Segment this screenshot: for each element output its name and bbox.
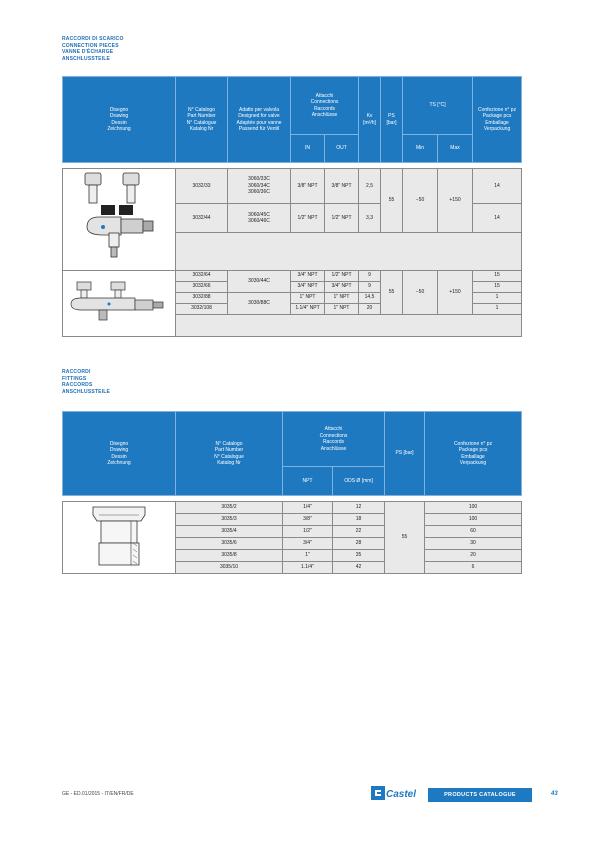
col-ts: TS [°C] (403, 77, 473, 135)
out-cell: 3/4" NPT (325, 281, 359, 292)
ts-min-cell: −50 (403, 270, 438, 314)
ts-max-cell: +150 (438, 169, 473, 233)
col-drawing: Disegno Drawing Dessin Zeichnung (63, 77, 176, 163)
in-cell: 1" NPT (291, 292, 325, 303)
fitting-image (63, 502, 176, 574)
section2-title-de: ANSCHLUSSTEILE (62, 388, 111, 395)
section1-title-fr: VANNE D'ÉCHARGE (62, 49, 114, 55)
ps-cell: 55 (385, 502, 425, 574)
table-row (63, 169, 522, 204)
npt-cell: 1.1/4" (283, 562, 333, 574)
code-cell: 3032/66 (176, 281, 228, 292)
npt-cell: 1" (283, 550, 333, 562)
section1-titles (62, 36, 124, 62)
pack-cell: 6 (425, 562, 522, 574)
pack-cell: 1 (473, 303, 522, 314)
section1-title-de: ANSCHLUSSTEILE (62, 55, 111, 62)
pack-cell: 60 (425, 526, 522, 538)
kv-cell: 9 (359, 281, 381, 292)
out-cell: 1/2" NPT (325, 204, 359, 233)
code-cell: 3035/6 (176, 538, 283, 550)
col-ods: ODS Ø [mm] (333, 467, 385, 496)
kv-cell: 14,5 (359, 292, 381, 303)
pack-cell: 1 (473, 292, 522, 303)
section2-title-it: RACCORDI (62, 369, 91, 375)
col-out: OUT (325, 135, 359, 163)
valve-cell: 3030/44C (228, 270, 291, 292)
code-cell: 3032/44 (176, 204, 228, 233)
svg-text:Castel: Castel (386, 789, 417, 800)
ods-cell: 18 (333, 514, 385, 526)
col-ps: PS [bar] (385, 412, 425, 496)
npt-fitting-icon (79, 503, 159, 569)
products-catalogue-bar: PRODUCTS CATALOGUE (428, 788, 532, 802)
drain-valve-image (63, 169, 176, 271)
out-cell: 1/2" NPT (325, 270, 359, 281)
section1-title-it: RACCORDI DI SCARICO (62, 36, 124, 42)
section1-title-en: CONNECTION PIECES (62, 42, 119, 49)
spacer-row (176, 314, 522, 336)
valve-cell: 3030/88C (228, 292, 291, 314)
kv-cell: 3,3 (359, 204, 381, 233)
castel-logo (371, 784, 419, 802)
edition-label: GE - ED.01/2015 - IT/EN/FR/DE (62, 791, 134, 797)
col-connections: Attacchi Connections Raccords Anschlüsse (283, 412, 385, 467)
npt-cell: 1/2" (283, 526, 333, 538)
npt-cell: 3/8" (283, 514, 333, 526)
in-cell: 3/8" NPT (291, 169, 325, 204)
col-npt: NPT (283, 467, 333, 496)
ods-cell: 42 (333, 562, 385, 574)
valve-cell: 3060/33C 3060/34C 3060/36C (228, 169, 291, 204)
in-cell: 3/4" NPT (291, 270, 325, 281)
fittings-table (62, 411, 522, 574)
npt-cell: 3/4" (283, 538, 333, 550)
pack-cell: 30 (425, 538, 522, 550)
code-cell: 3032/64 (176, 270, 228, 281)
section2-titles (62, 369, 110, 395)
col-valve: Adatto per valvola Designed for valve Adaptée pour vanne Passend für Ventil (228, 77, 291, 163)
col-pack: Confezione n° pz Package pcs Emballage Verpackung (425, 412, 522, 496)
code-cell: 3035/10 (176, 562, 283, 574)
angle-drain-valve-icon (79, 169, 159, 267)
col-ts-min: Min (403, 135, 438, 163)
ods-cell: 12 (333, 502, 385, 514)
ps-cell: 55 (381, 169, 403, 233)
kv-cell: 2,5 (359, 169, 381, 204)
ts-max-cell: +150 (438, 270, 473, 314)
valve-cell: 3060/45C 3060/46C (228, 204, 291, 233)
pack-cell: 20 (425, 550, 522, 562)
col-connections: Attacchi Connections Raccords Anschlüsse (291, 77, 359, 135)
col-kv: Kv [m³/h] (359, 77, 381, 163)
npt-cell: 1/4" (283, 502, 333, 514)
col-in: IN (291, 135, 325, 163)
pack-cell: 100 (425, 514, 522, 526)
pack-cell: 14 (473, 169, 522, 204)
spacer-row (176, 233, 522, 270)
col-catalog: N° Catalogo Part Number N° Catalogue Katalog Nr (176, 412, 283, 496)
ps-cell: 55 (381, 270, 403, 314)
ts-min-cell: −50 (403, 169, 438, 233)
in-cell: 1/2" NPT (291, 204, 325, 233)
pack-cell: 15 (473, 270, 522, 281)
ods-cell: 35 (333, 550, 385, 562)
col-pack: Confezione n° pz Package pcs Emballage Verpackung (473, 77, 522, 163)
page-number: 43 (551, 791, 558, 797)
col-catalog: N° Catalogo Part Number N° Catalogue Katalog Nr (176, 77, 228, 163)
ods-cell: 28 (333, 538, 385, 550)
code-cell: 3032/88 (176, 292, 228, 303)
section2-title-fr: RACCORDS (62, 382, 93, 388)
code-cell: 3035/8 (176, 550, 283, 562)
code-cell: 3035/4 (176, 526, 283, 538)
kv-cell: 20 (359, 303, 381, 314)
in-cell: 1.1/4" NPT (291, 303, 325, 314)
col-drawing: Disegno Drawing Dessin Zeichnung (63, 412, 176, 496)
out-cell: 3/8" NPT (325, 169, 359, 204)
code-cell: 3035/3 (176, 514, 283, 526)
table-row (63, 502, 522, 514)
col-ps: PS [bar] (381, 77, 403, 163)
col-ts-max: Max (438, 135, 473, 163)
kv-cell: 9 (359, 270, 381, 281)
out-cell: 1" NPT (325, 303, 359, 314)
table-row (63, 270, 522, 281)
straight-drain-valve-icon (69, 280, 169, 324)
code-cell: 3035/2 (176, 502, 283, 514)
drain-valve-image-2 (63, 270, 176, 336)
pack-cell: 15 (473, 281, 522, 292)
pack-cell: 14 (473, 204, 522, 233)
code-cell: 3032/108 (176, 303, 228, 314)
code-cell: 3032/33 (176, 169, 228, 204)
ods-cell: 22 (333, 526, 385, 538)
pack-cell: 100 (425, 502, 522, 514)
out-cell: 1" NPT (325, 292, 359, 303)
connection-pieces-table (62, 76, 522, 337)
in-cell: 3/4" NPT (291, 281, 325, 292)
section2-title-en: FITTINGS (62, 375, 87, 382)
